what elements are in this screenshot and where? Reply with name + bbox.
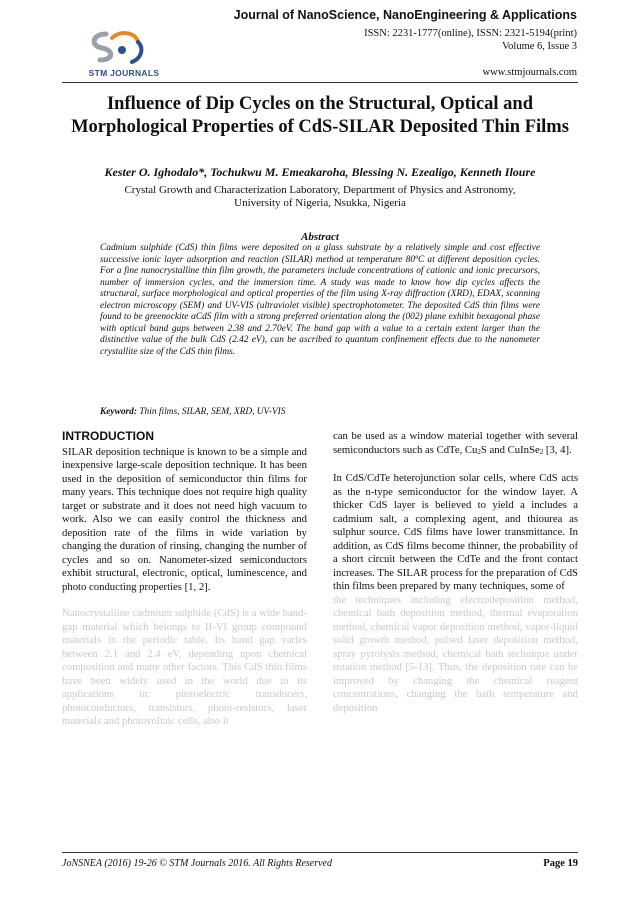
intro-paragraph-2-faded: Nanocrystalline cadmium sulphide (CdS) is a wide band-gap material which belongs to II-VI group compound materials in the periodic table. Its band gap varies between 2.1 and 2.4 eV, depending upon chemical composition and many other factors. This CdS thin films have been widely used in the world due to its applications in: piezoelectric transducers, photoconductors, transistors, photo-resistors, laser materials and photovoltaic cells, also it: [62, 607, 307, 727]
right-column: [333, 430, 578, 728]
footer-citation: JoNSNEA (2016) 19-26 © STM Journals 2016. All Rights Reserved: [62, 858, 332, 869]
journal-issn: ISSN: 2231-1777(online), ISSN: 2321-5194(print): [364, 28, 577, 39]
keywords-label: Keyword:: [100, 407, 137, 417]
right-paragraph-2-faded: the techniques including electrodeposition method, chemical bath deposition method, thermal evaporation method, chemical vapor deposition method, vapor-liquid solid growth method, pulsed laser deposition method, spray pyrolysis method, chemical bath technique under rotation method [5-13]. Thus, the deposition rate can be improved by changing the chemical reagent concentrations, changing the bath temperature and deposition: [333, 593, 578, 714]
right-p1-text-b: S and CuInSe: [480, 443, 540, 456]
right-paragraph-2: In CdS/CdTe heterojunction solar cells, where CdS acts as the n-type semiconductor for the window layer. A thicker CdS layer is believed to yield a includes a cadmium salt, a complexing agent, and thiourea as sulphur source. CdS films have lower transmittance. In addition, as CdS films become thinner, the probability of a short circuit between the CdTe and the front contact increases. The SILAR process for the preparation of CdS thin films been prepared by many techniques, some of: [333, 472, 578, 592]
intro-paragraph-1: SILAR deposition technique is known to be a simple and inexpensive large-scale deposition technique. It has been used in the deposition of semiconductor thin films for many years. This technique does not require high quality target or substrate and it does not need high vacuum to work. Also we can easily control the thickness and deposition rate of the films in wide variation by changing the duration of rinsing, changing the number of cycles and so on. Nanometer-sized semiconductors exhibit structural, electronic, optical, luminescence, and photo conducting properties [1, 2].: [62, 445, 307, 593]
left-column: [62, 430, 307, 742]
right-p1-sub-2: 2: [539, 447, 544, 456]
article-affiliation: [62, 184, 578, 210]
logo-text: STM JOURNALS: [88, 68, 160, 78]
keywords: [100, 407, 540, 417]
right-p1-text-c: [3, 4].: [543, 443, 572, 456]
footer-divider: [62, 852, 578, 853]
keywords-list: Thin films, SILAR, SEM, XRD, UV-VIS: [139, 407, 286, 417]
introduction-heading: INTRODUCTION: [62, 429, 154, 443]
logo-emblem-icon: [84, 28, 154, 68]
page-header: [62, 6, 577, 78]
right-p1-sub-1: 2: [477, 447, 481, 456]
page-number: Page 19: [543, 858, 578, 869]
header-divider: [62, 82, 578, 83]
abstract-heading: Abstract: [301, 231, 339, 243]
right-paragraph-1: [333, 430, 578, 459]
abstract-body: Cadmium sulphide (CdS) thin films were deposited on a glass substrate by a relatively simple and cost effective successive ionic layer adsorption and reaction (SILAR) method at temperature 80ºC at different deposition cycles. For a fine nanocrystalline thin film growth, the parameters include concentrations of cationic and ionic precursors, number of immersion cycles, and the immersion time. A study was made to know how dip cycles affects the structural, surface morphological and optical properties of the film using X-ray diffraction (XRD), EDAX, scanning electron microscopy (SEM) and UV-VIS (ultraviolet visible) spectrophotometer. The deposited CdS thin films were found to be greenockite αCdS film with a strong preferred orientation along the (002) plane exhibit hexagonal phase with optical band gaps between 2.38 and 2.70eV. The band gap with a value to a certain extent larger than the distinctive value of the bulk CdS (2.42 eV), can be ascribed to quantum confinement effects due to the nanometer crystallite size of the CdS thin films.: [100, 243, 540, 357]
journal-url[interactable]: www.stmjournals.com: [482, 67, 577, 78]
journal-volume: Volume 6, Issue 3: [501, 41, 577, 52]
affiliation-line-2: University of Nigeria, Nsukka, Nigeria: [234, 197, 406, 209]
journal-title: Journal of NanoScience, NanoEngineering & Applications: [233, 8, 577, 22]
article-title: Influence of Dip Cycles on the Structural, Optical and Morphological Properties of CdS-SILAR Deposited Thin Films: [71, 94, 569, 137]
right-p1-text-a: can be used as a window material together with several semiconductors such as CdTe, Cu: [333, 430, 578, 456]
stm-journals-logo: [84, 28, 160, 78]
article-authors: Kester O. Ighodalo*, Tochukwu M. Emeakaroha, Blessing N. Ezealigo, Kenneth Iloure: [104, 165, 536, 179]
affiliation-line-1: Crystal Growth and Characterization Laboratory, Department of Physics and Astronomy,: [124, 184, 516, 196]
